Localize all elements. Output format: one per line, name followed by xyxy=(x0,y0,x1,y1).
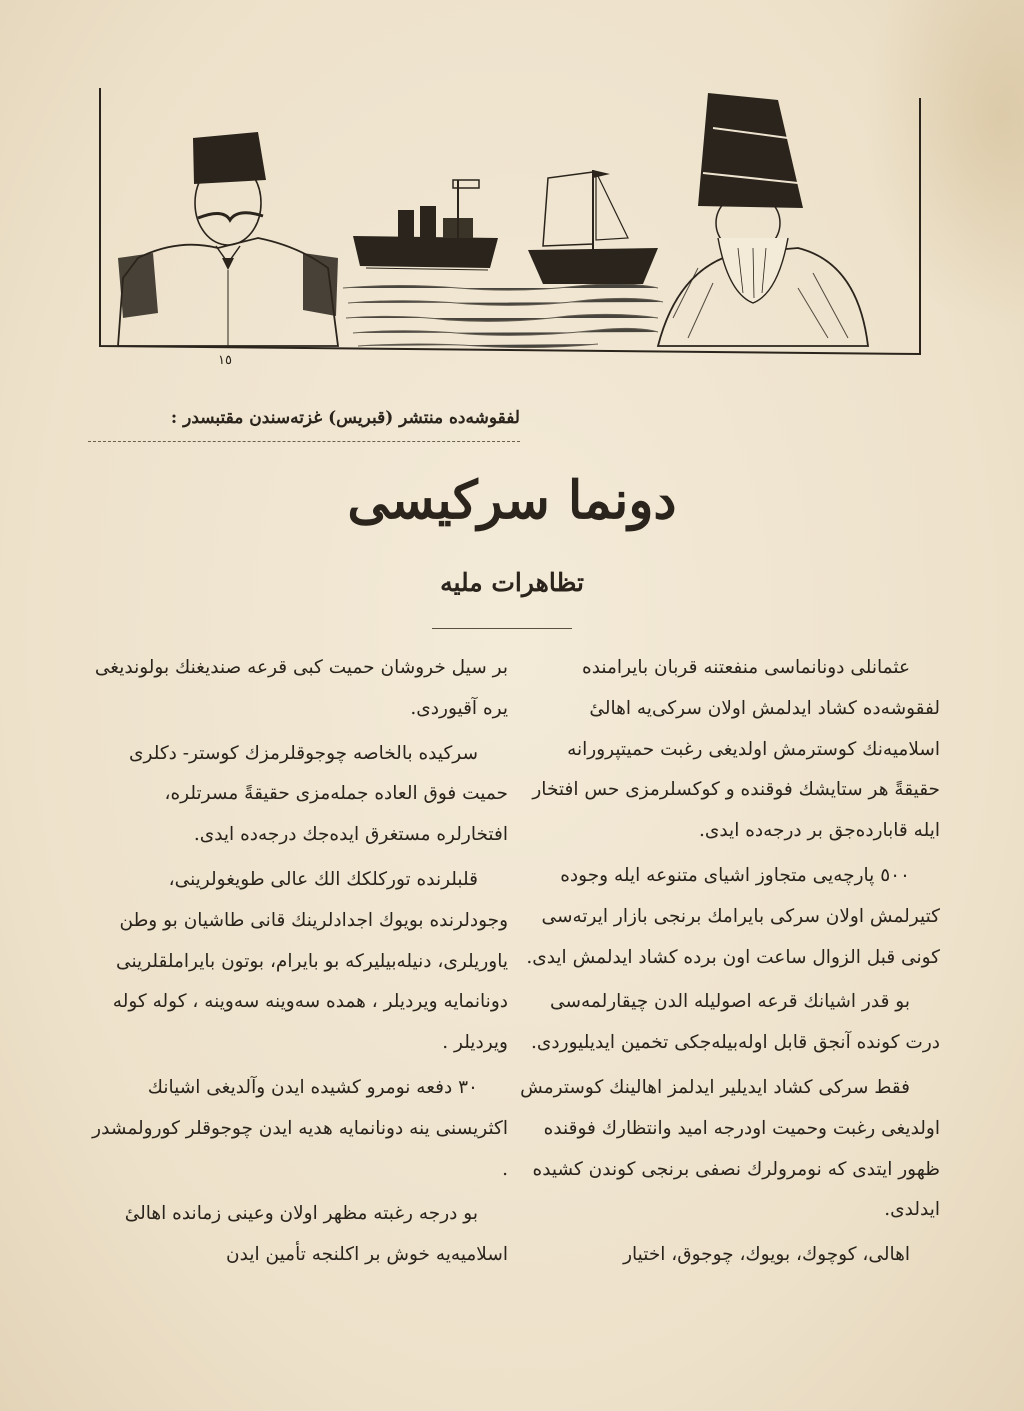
paragraph: ٣٠ دفعه نومرو كشيده ايدن وآلديغی اشيانك اكثريسنی ينه دونانمايه هديه ايدن چوجوقلر كورولمشدر . xyxy=(92,1076,508,1180)
paragraph: ٥٠٠ پارچه‌يی متجاوز اشياى متنوعه ايله وجوده كتيرلمش اولان سركی بايرامك برنجی بازار ايرته‌سی كونی قبل الزوال ساعت اون برده كشاد ايدلمش ايدی. xyxy=(526,864,940,968)
article-title: دونما سركيسی xyxy=(347,470,677,531)
battleship-drawing xyxy=(353,180,498,270)
sailing-ship-drawing xyxy=(528,170,658,284)
paragraph: عثمانلی دونانماسی منفعتنه قربان بايرامنده لفقوشه‌ده كشاد ايدلمش اولان سركی‌يه اهالیٔ اسلاميه‌نك كوسترمش اولديغی رغبت حميتپرورانه حقيقةً هر ستايشك فوقنده و كوكسلرمزی حس افتخار ايله قابارده‌جق بر درجه‌ده ايدی. xyxy=(532,657,940,842)
naval-officer-portrait xyxy=(118,132,338,346)
paragraph: بو درجه رغبته مظهر اولان وعينی زمانده اهالیٔ اسلاميه‌يه خوش بر اكلنجه تأمين ايدن xyxy=(124,1203,508,1266)
title-divider xyxy=(432,628,572,629)
engraving-svg xyxy=(98,88,928,366)
paragraph: بو قدر اشيانك قرعه اصوليله الدن چيقارلمه‌سی درت كونده آنجق قابل اوله‌بيله‌جكی تخمين ايديليوردی. xyxy=(531,991,940,1054)
paragraph: فقط سركی كشاد ايديلير ايدلمز اهالينك كوسترمش اولديغی رغبت وحميت اودرجه امید وانتظارك فوقنده ظهور ايتدی كه نومرولرك نصفی برنجی كوندن كشيده ايدلدی. xyxy=(520,1076,940,1221)
dervish-portrait xyxy=(658,93,868,346)
source-divider xyxy=(88,441,520,442)
article-subtitle: تظاهرات مليه xyxy=(440,568,584,597)
right-column xyxy=(520,648,940,1280)
artist-signature: ١٥ xyxy=(218,353,232,366)
paragraph: قلبلرنده توركلكك الك عالی طويغولرينی، وجودلرنده بويوك اجدادلرينك قانی طاشيان بو وطن ياوريلری، دنيله‌بيليركه بو بايرام، بوتون بايراملقلرينی دونانمايه ويرديلر ، همده سه‌وينه سه‌وينه ، كوله كوله ويرديلر . xyxy=(112,868,508,1054)
paragraph: سركيده بالخاصه چوجوقلرمزك كوستر- دكلری حميت فوق العاده جمله‌مزی حقيقةً مسرتلره، افتخارلره مستغرق ايده‌جك درجه‌ده ايدی. xyxy=(129,742,508,846)
left-column xyxy=(88,648,508,1280)
source-line: لفقوشه‌ده منتشر (قبريس) غزته‌سندن مقتبسدر : xyxy=(170,408,520,428)
header-illustration xyxy=(98,88,928,366)
paragraph: بر سيل خروشان حميت كبی قرعه صنديغنك بولونديغی يره آقيوردی. xyxy=(94,657,508,719)
paragraph: اهالی، كوچوك، بويوك، چوجوق، اختيار xyxy=(623,1244,910,1266)
